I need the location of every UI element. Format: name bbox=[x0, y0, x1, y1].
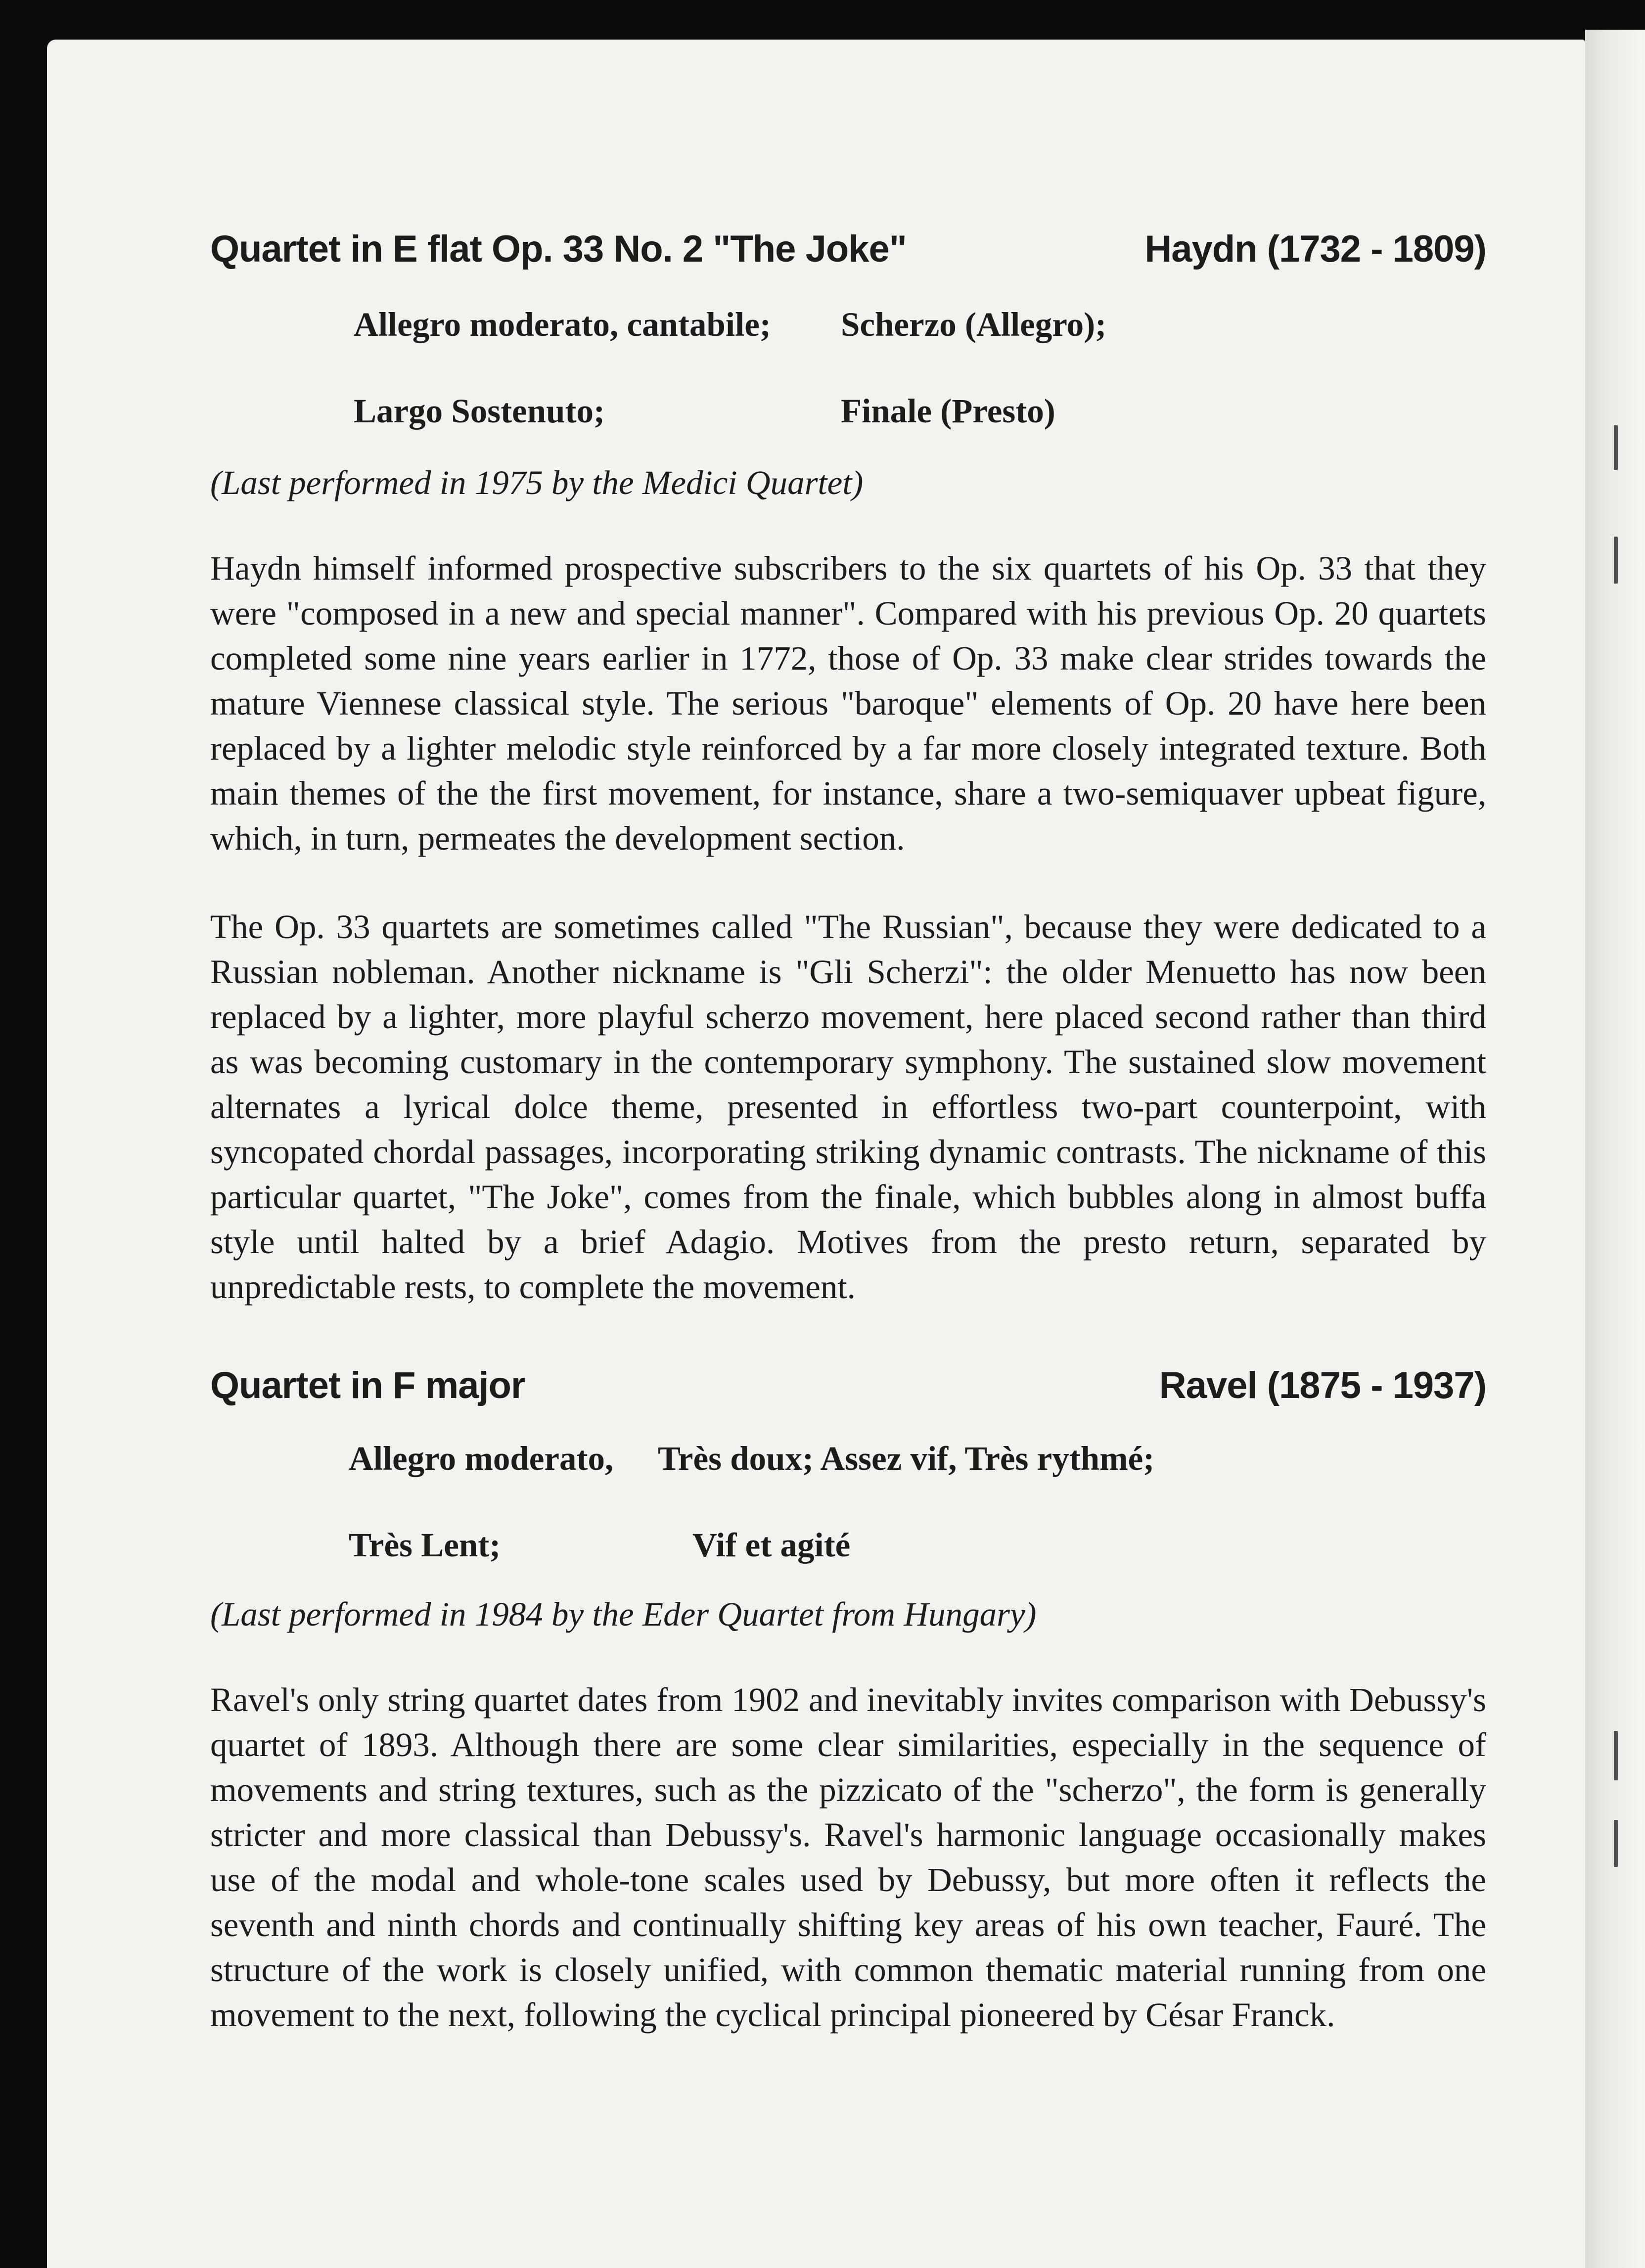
movement-row bbox=[210, 392, 1486, 431]
movement-name: Très Lent; bbox=[349, 1526, 501, 1564]
movement-name: Très doux; Assez vif, Très rythmé; bbox=[658, 1440, 1155, 1477]
last-performed-note: (Last performed in 1975 by the Medici Quartet) bbox=[210, 464, 864, 501]
movement-name: Largo Sostenuto; bbox=[354, 392, 605, 430]
work-title: Quartet in F major bbox=[210, 1364, 525, 1406]
body-paragraph: Ravel's only string quartet dates from 1902 and inevitably invites comparison with Debussy's quartet of 1893. Although there are some clear similarities, especially in the sequence of movements and string textures, such as the pizzicato of the "scherzo", the form is generally stricter and more classical than Debussy's. Ravel's harmonic language occasionally makes use of the modal and whole-tone scales used by Debussy, but more often it reflects the seventh and ninth chords and continually shifting key areas of his own teacher, Fauré. The structure of the work is closely unified, with common thematic material running from one movement to the next, following the cyclical principal pioneered by César Franck. bbox=[210, 1681, 1486, 2034]
movement-name: Scherzo (Allegro); bbox=[841, 306, 1107, 343]
movement-list bbox=[210, 305, 1486, 431]
section-heading-ravel bbox=[210, 1364, 1486, 1407]
movement-name: Allegro moderato, cantabile; bbox=[354, 306, 771, 343]
document-page bbox=[47, 40, 1585, 2268]
page-content bbox=[210, 227, 1486, 2038]
movement-name: Vif et agité bbox=[692, 1526, 851, 1564]
binding-mark bbox=[1614, 1731, 1618, 1780]
composer-name: Ravel (1875 - 1937) bbox=[1159, 1364, 1486, 1406]
work-title: Quartet in E flat Op. 33 No. 2 "The Joke" bbox=[210, 228, 907, 270]
movement-row bbox=[210, 1526, 1486, 1565]
binding-mark bbox=[1614, 1820, 1618, 1867]
movement-name: Finale (Presto) bbox=[841, 392, 1055, 430]
binding-mark bbox=[1614, 537, 1618, 584]
movement-list bbox=[210, 1439, 1486, 1565]
composer-name: Haydn (1732 - 1809) bbox=[1144, 228, 1486, 270]
body-paragraph: The Op. 33 quartets are sometimes called "The Russian", because they were dedicated to a Russian nobleman. Another nickname is "Gli Scherzi": the older Menuetto has now been replaced by a lighter, more playful scherzo movement, here placed second rather than third as was becoming customary in the contemporary symphony. The sustained slow movement alternates a lyrical dolce theme, presented in effortless two-part counterpoint, with syncopated chordal passages, incorporating striking dynamic contrasts. The nickname of this particular quartet, "The Joke", comes from the finale, which bubbles along in almost buffa style until halted by a brief Adagio. Motives from the presto return, separated by unpredictable rests, to complete the movement. bbox=[210, 908, 1486, 1306]
movement-row bbox=[210, 1439, 1486, 1479]
page-edge bbox=[1585, 30, 1645, 2268]
movement-name: Allegro moderato, bbox=[349, 1440, 614, 1477]
body-paragraph: Haydn himself informed prospective subscribers to the six quartets of his Op. 33 that they were "composed in a new and special manner". Compared with his previous Op. 20 quartets completed some nine years earlier in 1772, those of Op. 33 make clear strides towards the mature Viennese classical style. The serious "baroque" elements of Op. 20 have here been replaced by a lighter melodic style reinforced by a far more closely integrated texture. Both main themes of the the first movement, for instance, share a two-semiquaver upbeat figure, which, in turn, permeates the development section. bbox=[210, 549, 1486, 857]
movement-row bbox=[210, 305, 1486, 345]
binding-mark bbox=[1614, 425, 1618, 470]
last-performed-note: (Last performed in 1984 by the Eder Quartet from Hungary) bbox=[210, 1595, 1037, 1633]
section-heading-haydn bbox=[210, 227, 1486, 271]
